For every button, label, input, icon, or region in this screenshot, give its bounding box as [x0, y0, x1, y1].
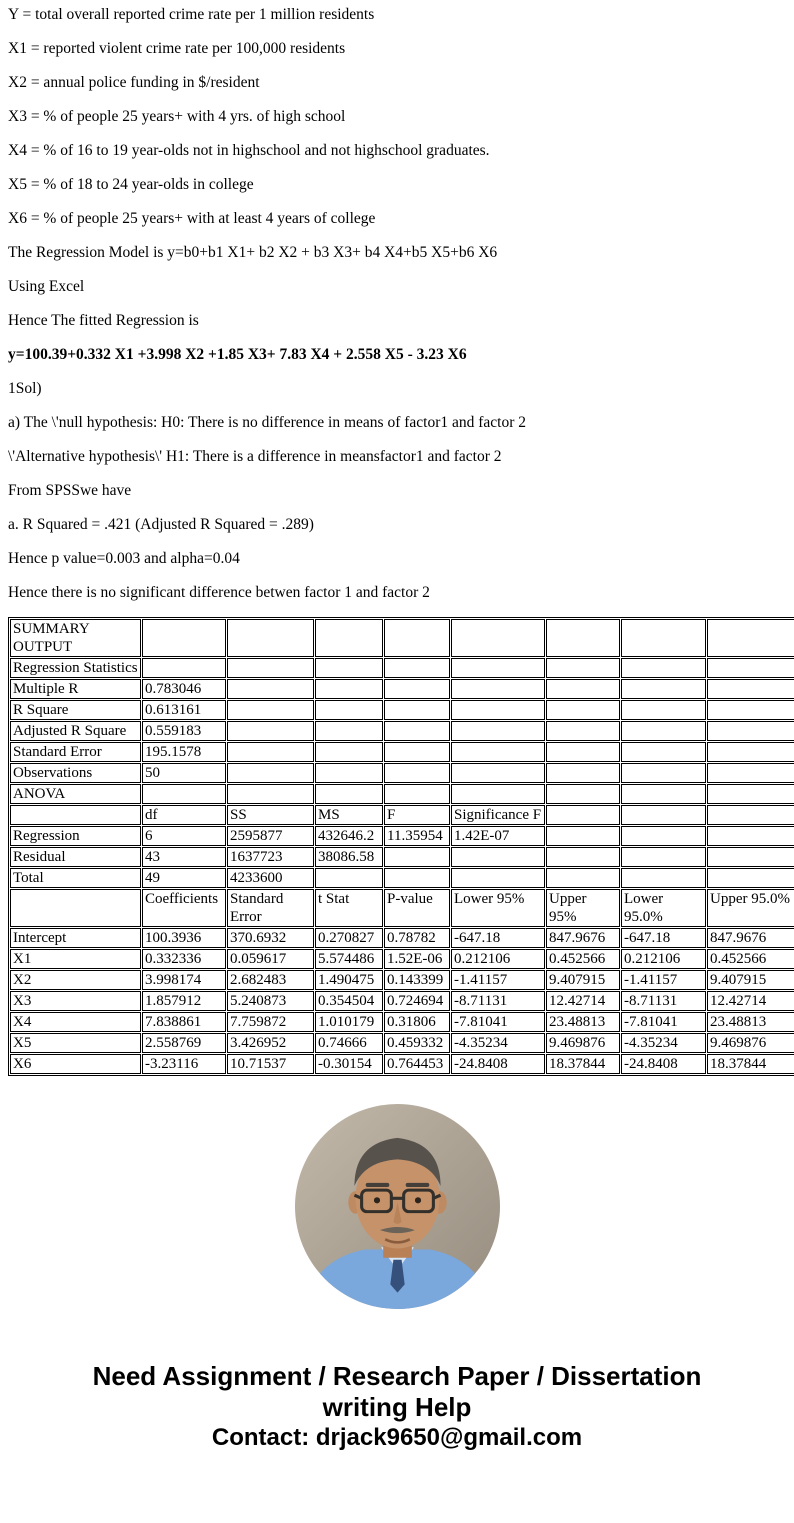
table-cell: ANOVA	[10, 784, 141, 804]
table-cell	[546, 721, 620, 741]
table-cell	[227, 619, 314, 657]
table-cell	[384, 868, 450, 888]
table-cell: 0.613161	[142, 700, 226, 720]
table-cell: 6	[142, 826, 226, 846]
table-cell: Regression Statistics	[10, 658, 141, 678]
table-cell	[451, 868, 545, 888]
table-cell: 0.143399	[384, 970, 450, 990]
table-cell	[707, 826, 794, 846]
table-cell: 0.31806	[384, 1012, 450, 1032]
table-cell	[142, 619, 226, 657]
table-cell	[451, 721, 545, 741]
table-cell: Residual	[10, 847, 141, 867]
table-cell: 5.574486	[315, 949, 383, 969]
paragraph: From SPSSwe have	[8, 482, 132, 499]
table-cell: 3.998174	[142, 970, 226, 990]
table-cell: -8.71131	[451, 991, 545, 1011]
table-cell: 23.48813	[707, 1012, 794, 1032]
table-cell: -4.35234	[451, 1033, 545, 1053]
table-cell: 432646.2	[315, 826, 383, 846]
table-cell: 7.838861	[142, 1012, 226, 1032]
table-row	[10, 721, 794, 741]
table-cell	[546, 826, 620, 846]
table-cell: X2	[10, 970, 141, 990]
table-cell: 9.407915	[546, 970, 620, 990]
table-cell: Upper 95.0%	[707, 889, 794, 927]
table-cell	[384, 784, 450, 804]
table-cell: 0.212106	[451, 949, 545, 969]
table-cell: df	[142, 805, 226, 825]
footer-help-text	[8, 1361, 786, 1453]
table-cell	[315, 784, 383, 804]
table-cell	[546, 742, 620, 762]
table-row	[10, 784, 794, 804]
table-cell	[315, 742, 383, 762]
table-cell	[384, 721, 450, 741]
table-cell: -1.41157	[451, 970, 545, 990]
table-cell: SUMMARY OUTPUT	[10, 619, 141, 657]
table-cell	[707, 763, 794, 783]
table-cell: 10.71537	[227, 1054, 314, 1074]
table-cell: F	[384, 805, 450, 825]
table-cell	[621, 619, 706, 657]
paragraph: X5 = % of 18 to 24 year-olds in college	[8, 176, 254, 193]
table-cell: 1.42E-07	[451, 826, 545, 846]
table-cell: 3.426952	[227, 1033, 314, 1053]
table-cell	[451, 784, 545, 804]
summary-output-table	[8, 617, 794, 1076]
table-cell: 370.6932	[227, 928, 314, 948]
table-cell: -4.35234	[621, 1033, 706, 1053]
table-cell: 0.459332	[384, 1033, 450, 1053]
table-cell	[10, 805, 141, 825]
table-cell	[546, 679, 620, 699]
table-cell: X3	[10, 991, 141, 1011]
table-cell: 43	[142, 847, 226, 867]
table-cell: -7.81041	[451, 1012, 545, 1032]
table-cell: 38086.58	[315, 847, 383, 867]
table-cell	[621, 700, 706, 720]
table-cell	[707, 658, 794, 678]
table-cell	[621, 784, 706, 804]
avatar	[295, 1104, 500, 1309]
table-cell	[546, 763, 620, 783]
table-cell	[621, 763, 706, 783]
table-row	[10, 928, 794, 948]
table-cell	[451, 658, 545, 678]
table-row	[10, 1012, 794, 1032]
table-cell	[227, 784, 314, 804]
table-cell: 50	[142, 763, 226, 783]
table-cell: Upper 95%	[546, 889, 620, 927]
table-cell: 0.212106	[621, 949, 706, 969]
table-cell	[315, 619, 383, 657]
table-cell: X6	[10, 1054, 141, 1074]
table-cell: 0.452566	[546, 949, 620, 969]
table-cell	[227, 658, 314, 678]
table-cell	[546, 805, 620, 825]
table-cell	[227, 763, 314, 783]
table-cell: 0.78782	[384, 928, 450, 948]
table-cell	[621, 868, 706, 888]
table-row	[10, 1054, 794, 1074]
table-cell	[384, 679, 450, 699]
table-cell	[546, 658, 620, 678]
table-cell	[621, 658, 706, 678]
table-cell: 0.559183	[142, 721, 226, 741]
paragraph: a) The \'null hypothesis: H0: There is no difference in means of factor1 and factor 2	[8, 414, 527, 431]
table-cell: 9.469876	[546, 1033, 620, 1053]
table-row	[10, 889, 794, 927]
paragraph: X1 = reported violent crime rate per 100,000 residents	[8, 40, 346, 57]
table-cell: 0.354504	[315, 991, 383, 1011]
table-cell: -24.8408	[451, 1054, 545, 1074]
table-cell: -1.41157	[621, 970, 706, 990]
table-cell: 12.42714	[707, 991, 794, 1011]
table-cell: t Stat	[315, 889, 383, 927]
table-cell	[384, 700, 450, 720]
table-cell	[707, 868, 794, 888]
table-cell: P-value	[384, 889, 450, 927]
table-cell: -647.18	[451, 928, 545, 948]
table-cell: 18.37844	[546, 1054, 620, 1074]
table-cell	[707, 700, 794, 720]
bottom-spacer	[8, 1453, 786, 1481]
portrait-photo-icon	[295, 1104, 500, 1309]
table-cell: 0.332336	[142, 949, 226, 969]
table-cell: 2.558769	[142, 1033, 226, 1053]
table-cell: 1.52E-06	[384, 949, 450, 969]
table-cell	[621, 721, 706, 741]
table-cell: 9.469876	[707, 1033, 794, 1053]
table-cell	[384, 847, 450, 867]
table-cell: 0.783046	[142, 679, 226, 699]
paragraph: Hence p value=0.003 and alpha=0.04	[8, 550, 240, 567]
footer-line-1: Need Assignment / Research Paper / Dissertation	[92, 1361, 702, 1391]
table-cell	[546, 784, 620, 804]
table-cell: 0.452566	[707, 949, 794, 969]
paragraph: y=100.39+0.332 X1 +3.998 X2 +1.85 X3+ 7.83 X4 + 2.558 X5 - 3.23 X6	[8, 346, 467, 363]
table-row	[10, 970, 794, 990]
table-cell: -24.8408	[621, 1054, 706, 1074]
table-cell: 0.74666	[315, 1033, 383, 1053]
table-cell	[707, 679, 794, 699]
table-cell: X1	[10, 949, 141, 969]
table-cell	[451, 700, 545, 720]
table-cell: 0.059617	[227, 949, 314, 969]
table-row	[10, 679, 794, 699]
table-cell	[546, 700, 620, 720]
table-cell: Intercept	[10, 928, 141, 948]
table-row	[10, 847, 794, 867]
table-cell: MS	[315, 805, 383, 825]
table-cell: Regression	[10, 826, 141, 846]
table-cell: X4	[10, 1012, 141, 1032]
table-row	[10, 949, 794, 969]
table-cell	[315, 721, 383, 741]
table-cell	[227, 679, 314, 699]
paragraph: 1Sol)	[8, 380, 42, 397]
table-cell: 0.270827	[315, 928, 383, 948]
table-cell	[621, 847, 706, 867]
table-cell: Lower 95.0%	[621, 889, 706, 927]
table-cell	[451, 679, 545, 699]
table-cell: 847.9676	[546, 928, 620, 948]
table-cell: Coefficients	[142, 889, 226, 927]
table-cell: X5	[10, 1033, 141, 1053]
table-cell	[621, 826, 706, 846]
table-cell: Multiple R	[10, 679, 141, 699]
table-cell	[451, 763, 545, 783]
table-row	[10, 826, 794, 846]
table-cell: Adjusted R Square	[10, 721, 141, 741]
paragraph: X6 = % of people 25 years+ with at least 4 years of college	[8, 210, 376, 227]
table-cell: 2595877	[227, 826, 314, 846]
table-cell	[227, 721, 314, 741]
paragraph: X2 = annual police funding in $/resident	[8, 74, 260, 91]
table-cell: 12.42714	[546, 991, 620, 1011]
table-cell	[315, 868, 383, 888]
table-cell: 195.1578	[142, 742, 226, 762]
table-cell	[384, 763, 450, 783]
paragraph: a. R Squared = .421 (Adjusted R Squared = .289)	[8, 516, 314, 533]
table-row	[10, 763, 794, 783]
table-cell	[546, 847, 620, 867]
table-cell: 5.240873	[227, 991, 314, 1011]
table-cell: 49	[142, 868, 226, 888]
table-cell: 18.37844	[707, 1054, 794, 1074]
table-cell	[142, 784, 226, 804]
table-cell	[315, 763, 383, 783]
table-cell: -647.18	[621, 928, 706, 948]
table-cell	[384, 658, 450, 678]
footer-contact-email: Contact: drjack9650@gmail.com	[211, 1424, 583, 1451]
table-cell	[10, 889, 141, 927]
table-cell	[227, 742, 314, 762]
table-cell: 1.490475	[315, 970, 383, 990]
text-block	[8, 5, 786, 603]
table-cell: 1.857912	[142, 991, 226, 1011]
table-row	[10, 619, 794, 657]
table-cell: -8.71131	[621, 991, 706, 1011]
table-cell	[621, 679, 706, 699]
table-cell	[227, 700, 314, 720]
table-cell	[546, 619, 620, 657]
paragraph: Y = total overall reported crime rate per 1 million residents	[8, 6, 375, 23]
table-cell	[451, 847, 545, 867]
table-cell	[707, 742, 794, 762]
table-cell: -3.23116	[142, 1054, 226, 1074]
table-cell: 7.759872	[227, 1012, 314, 1032]
table-cell	[315, 700, 383, 720]
table-cell: 1637723	[227, 847, 314, 867]
table-cell: 9.407915	[707, 970, 794, 990]
table-cell: 4233600	[227, 868, 314, 888]
table-cell: 0.764453	[384, 1054, 450, 1074]
paragraph: Using Excel	[8, 278, 85, 295]
table-cell: Significance F	[451, 805, 545, 825]
paragraph: Hence there is no significant difference betwen factor 1 and factor 2	[8, 584, 430, 601]
table-cell	[707, 619, 794, 657]
table-cell	[142, 658, 226, 678]
paragraph: Hence The fitted Regression is	[8, 312, 199, 329]
table-cell	[707, 784, 794, 804]
table-cell	[707, 721, 794, 741]
table-cell: 2.682483	[227, 970, 314, 990]
table-cell	[621, 742, 706, 762]
table-row	[10, 1033, 794, 1053]
table-cell: 100.3936	[142, 928, 226, 948]
table-cell	[384, 619, 450, 657]
table-cell: Lower 95%	[451, 889, 545, 927]
table-cell	[384, 742, 450, 762]
table-cell	[707, 805, 794, 825]
table-cell: -7.81041	[621, 1012, 706, 1032]
table-cell	[315, 679, 383, 699]
table-cell	[546, 868, 620, 888]
summary-output-table-wrap	[8, 617, 790, 1076]
table-cell: -0.30154	[315, 1054, 383, 1074]
table-row	[10, 991, 794, 1011]
table-cell: 1.010179	[315, 1012, 383, 1032]
table-cell: 11.35954	[384, 826, 450, 846]
paragraph: \'Alternative hypothesis\' H1: There is a difference in meansfactor1 and factor 2	[8, 448, 502, 465]
table-cell: 847.9676	[707, 928, 794, 948]
table-cell	[451, 742, 545, 762]
table-row	[10, 805, 794, 825]
table-cell: Observations	[10, 763, 141, 783]
paragraph: X3 = % of people 25 years+ with 4 yrs. of high school	[8, 108, 346, 125]
table-row	[10, 658, 794, 678]
table-cell	[621, 805, 706, 825]
table-cell: 23.48813	[546, 1012, 620, 1032]
footer-line-2: writing Help	[322, 1392, 472, 1422]
table-cell: SS	[227, 805, 314, 825]
paragraph: X4 = % of 16 to 19 year-olds not in highschool and not highschool graduates.	[8, 142, 490, 159]
table-cell: Total	[10, 868, 141, 888]
paragraph: The Regression Model is y=b0+b1 X1+ b2 X2 + b3 X3+ b4 X4+b5 X5+b6 X6	[8, 244, 498, 261]
table-cell	[707, 847, 794, 867]
table-cell	[451, 619, 545, 657]
table-row	[10, 742, 794, 762]
table-row	[10, 700, 794, 720]
table-cell: R Square	[10, 700, 141, 720]
table-cell	[315, 658, 383, 678]
table-cell: 0.724694	[384, 991, 450, 1011]
table-cell: Standard Error	[10, 742, 141, 762]
table-row	[10, 868, 794, 888]
table-cell: Standard Error	[227, 889, 314, 927]
